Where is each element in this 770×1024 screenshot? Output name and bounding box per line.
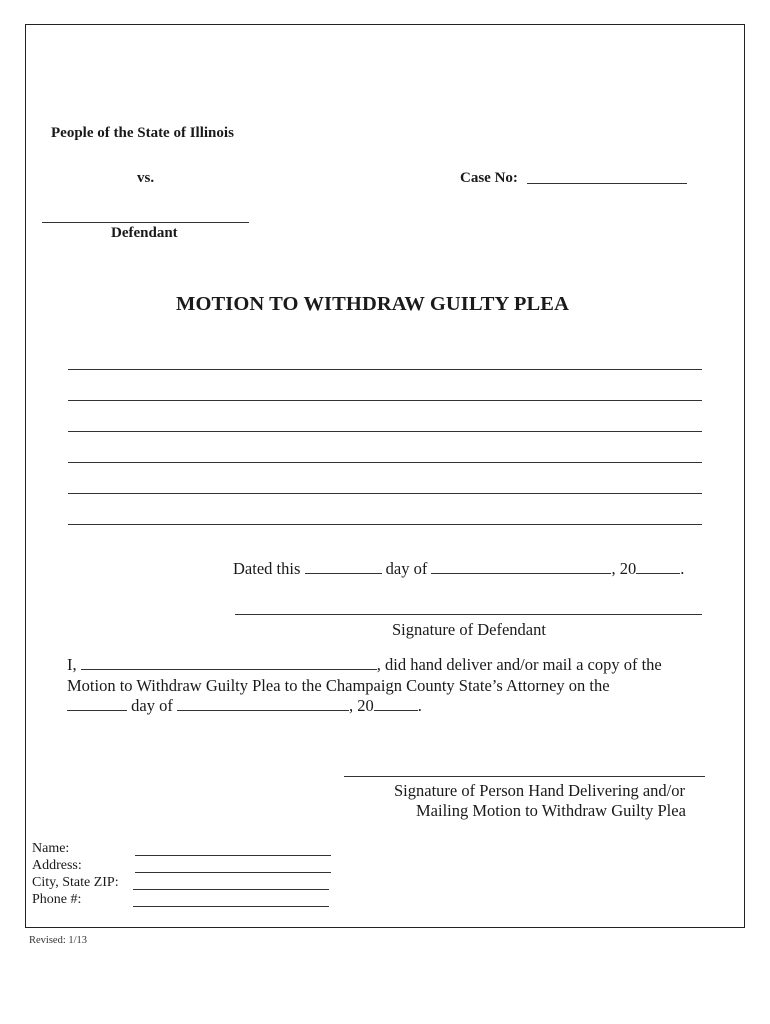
delivery-signature-label-2: Mailing Motion to Withdraw Guilty Plea bbox=[416, 801, 686, 820]
motion-body-line-5[interactable] bbox=[68, 493, 702, 494]
dated-end: . bbox=[680, 559, 685, 578]
dated-day-field[interactable] bbox=[305, 559, 382, 574]
dated-year-field[interactable] bbox=[636, 559, 680, 574]
delivery-signature-label-1: Signature of Person Hand Delivering and/or bbox=[394, 781, 685, 800]
city-state-zip-field[interactable] bbox=[133, 889, 329, 890]
certificate-suffix: , did hand deliver and/or mail a copy of the bbox=[376, 655, 662, 674]
name-label: Name: bbox=[32, 841, 70, 856]
address-field[interactable] bbox=[135, 872, 331, 873]
delivery-signature-field[interactable] bbox=[344, 776, 705, 777]
defendant-label: Defendant bbox=[111, 225, 178, 241]
defendant-signature-label: Signature of Defendant bbox=[392, 620, 546, 639]
phone-label: Phone #: bbox=[32, 892, 82, 907]
certificate-year-prefix: , 20 bbox=[348, 696, 374, 715]
revision-note: Revised: 1/13 bbox=[29, 935, 88, 946]
certificate-day-field[interactable] bbox=[67, 696, 127, 711]
certificate-line-1 bbox=[67, 655, 662, 675]
certificate-year-field[interactable] bbox=[374, 696, 418, 711]
certifier-name-field[interactable] bbox=[81, 655, 377, 670]
dated-month-field[interactable] bbox=[431, 559, 611, 574]
defendant-name-field[interactable] bbox=[42, 222, 249, 223]
dated-line bbox=[233, 559, 684, 579]
phone-field[interactable] bbox=[133, 906, 329, 907]
certificate-line-3 bbox=[67, 696, 422, 716]
motion-body-line-2[interactable] bbox=[68, 400, 702, 401]
motion-body-line-4[interactable] bbox=[68, 462, 702, 463]
motion-body-line-6[interactable] bbox=[68, 524, 702, 525]
certificate-day-of: day of bbox=[131, 696, 173, 715]
dated-prefix: Dated this bbox=[233, 559, 301, 578]
certificate-prefix: I, bbox=[67, 655, 77, 674]
certificate-end: . bbox=[417, 696, 422, 715]
certificate-month-field[interactable] bbox=[177, 696, 349, 711]
address-label: Address: bbox=[32, 858, 82, 873]
dated-day-of: day of bbox=[385, 559, 428, 578]
case-number-field[interactable] bbox=[527, 183, 687, 184]
name-field[interactable] bbox=[135, 855, 331, 856]
dated-year-prefix: , 20 bbox=[611, 559, 637, 578]
versus-label: vs. bbox=[137, 170, 155, 186]
motion-body-line-3[interactable] bbox=[68, 431, 702, 432]
defendant-signature-field[interactable] bbox=[235, 614, 702, 615]
city-state-zip-label: City, State ZIP: bbox=[32, 875, 119, 890]
motion-title: MOTION TO WITHDRAW GUILTY PLEA bbox=[176, 293, 569, 315]
certificate-line-2: Motion to Withdraw Guilty Plea to the Champaign County State’s Attorney on the bbox=[67, 676, 610, 695]
case-number-label: Case No: bbox=[460, 170, 518, 186]
motion-body-line-1[interactable] bbox=[68, 369, 702, 370]
plaintiff-name: People of the State of Illinois bbox=[51, 125, 234, 141]
